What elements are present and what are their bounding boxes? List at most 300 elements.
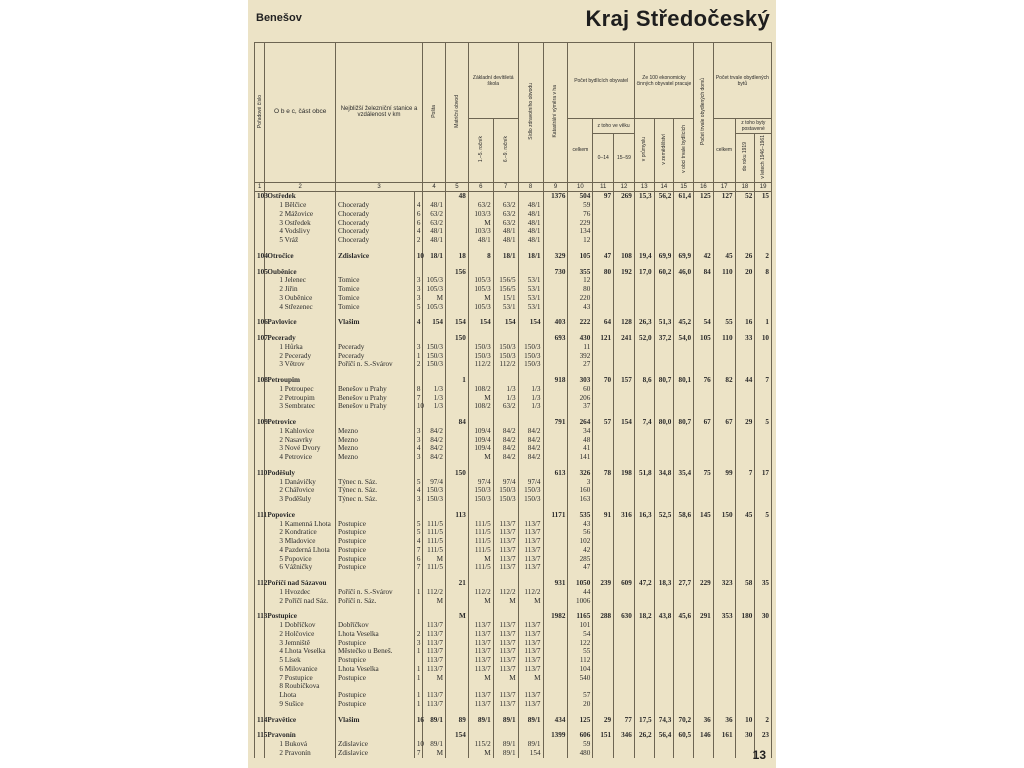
table-cell [755,236,772,245]
table-cell [468,731,493,740]
table-cell [468,572,493,579]
table-cell: 103/3 [468,210,493,219]
table-cell: 89/1 [493,749,518,758]
table-cell: 1171 [543,511,568,520]
table-cell [735,462,755,469]
table-cell: 112/2 [493,360,518,369]
table-cell [414,327,422,334]
table-cell: Zdislavice [335,749,414,758]
table-cell [255,385,265,394]
table-cell [335,369,414,376]
table-cell: 7,4 [634,418,654,427]
table-cell [414,597,422,606]
table-cell [654,453,674,462]
table-cell: 2 [755,716,772,725]
table-cell [713,436,735,445]
table-cell [674,563,694,572]
table-cell [543,360,568,369]
table-cell [255,453,265,462]
table-cell: 108 [255,376,265,385]
table-cell [414,311,422,318]
table-cell: 1 Hůrka [265,343,336,352]
table-cell [468,311,493,318]
table-cell [674,360,694,369]
table-cell: Lhota [265,691,336,700]
table-cell [543,453,568,462]
table-cell [674,674,694,683]
table-cell [735,276,755,285]
table-cell: 2 Poříčí nad Sáz. [265,597,336,606]
table-body [255,192,772,758]
table-cell [445,700,468,709]
table-cell: 77 [614,716,635,725]
table-cell [755,647,772,656]
table-cell [593,537,614,546]
table-cell: 113/7 [518,647,543,656]
header-industry: v průmyslu [634,119,654,183]
table-cell: 4 [414,537,422,546]
table-cell: Chocerady [335,227,414,236]
table-cell: Lhota Veselka [335,630,414,639]
table-cell [468,369,493,376]
table-cell [735,343,755,352]
table-cell [543,352,568,361]
table-cell [543,276,568,285]
table-cell [694,394,714,403]
table-cell [713,210,735,219]
table-cell: 4 Střezenec [265,303,336,312]
table-cell [755,546,772,555]
table-cell [593,462,614,469]
table-cell [335,724,414,731]
table-cell [493,682,518,691]
table-cell: 3 Větrov [265,360,336,369]
table-cell [335,504,414,511]
table-cell: 18 [445,252,468,261]
table-cell: 108/2 [468,402,493,411]
table-cell [445,563,468,572]
table-cell [335,376,414,385]
sub-row [255,402,772,411]
table-cell [694,674,714,683]
table-cell: 12 [568,276,593,285]
header-population: Počet bydlících obyvatel [568,43,634,119]
table-cell [674,700,694,709]
table-cell: 89/1 [423,716,446,725]
table-cell [593,546,614,555]
table-cell [423,192,446,201]
table-cell [694,630,714,639]
table-cell [255,360,265,369]
table-cell: 107 [255,334,265,343]
table-cell: Pecerady [265,334,336,343]
table-cell [265,724,336,731]
table-cell: Mezno [335,436,414,445]
table-cell: 113/7 [423,656,446,665]
table-cell [335,192,414,201]
table-cell [755,210,772,219]
table-cell [468,682,493,691]
table-cell: 48/1 [468,236,493,245]
table-cell: 115 [255,731,265,740]
page-number: 13 [752,748,766,762]
table-cell [634,724,654,731]
table-cell: Dobříčkov [335,621,414,630]
table-cell [414,504,422,511]
table-cell [654,656,674,665]
table-cell [414,192,422,201]
table-cell: 30 [735,731,755,740]
table-cell [694,486,714,495]
table-cell [255,740,265,749]
table-cell: 113/7 [493,630,518,639]
table-cell [255,343,265,352]
table-cell: 2 Mážovice [265,210,336,219]
table-cell [493,504,518,511]
table-cell [493,268,518,277]
table-cell [543,478,568,487]
table-cell [543,555,568,564]
header-economic: Ze 100 ekonomicky činných obyvatel pracuje [634,43,693,119]
table-cell [755,724,772,731]
table-cell: 134 [568,227,593,236]
table-cell: 56,4 [654,731,674,740]
table-cell: 113/7 [468,700,493,709]
table-cell: 84 [445,418,468,427]
sub-row [255,546,772,555]
spacer-row [255,709,772,716]
header-resident-workers: v obci trvale bydlících [674,119,694,183]
table-cell [654,665,674,674]
table-cell [614,453,635,462]
table-cell [634,245,654,252]
table-cell [568,245,593,252]
table-cell [255,478,265,487]
table-cell: 48/1 [493,236,518,245]
table-cell [255,219,265,228]
table-cell: Týnec n. Sáz. [335,486,414,495]
table-cell [674,597,694,606]
table-cell [445,210,468,219]
table-cell [614,261,635,268]
table-cell [755,411,772,418]
table-cell: 1 Jelenec [265,276,336,285]
column-index: 6 [468,182,493,192]
table-cell [518,682,543,691]
table-cell: Poříčí n. S.-Svárov [335,588,414,597]
sub-row [255,537,772,546]
table-cell [543,236,568,245]
table-cell [735,588,755,597]
table-cell [634,749,654,758]
table-cell: Týnec n. Sáz. [335,495,414,504]
table-cell: 113/7 [493,656,518,665]
table-cell [445,261,468,268]
table-cell [335,709,414,716]
table-cell: 150/3 [493,352,518,361]
table-cell: 2 [414,236,422,245]
table-cell [614,311,635,318]
table-cell: 80,7 [674,418,694,427]
table-cell [468,245,493,252]
table-cell [674,343,694,352]
table-cell [543,630,568,639]
table-cell: 3 Jemniště [265,639,336,648]
table-cell [735,303,755,312]
table-cell: 15/1 [493,294,518,303]
table-cell [493,469,518,478]
table-cell: 54 [694,318,714,327]
table-cell [468,334,493,343]
table-cell [735,369,755,376]
table-cell: 37 [568,402,593,411]
table-cell [568,411,593,418]
table-cell: 113 [445,511,468,520]
table-cell [654,227,674,236]
spacer-row [255,327,772,334]
table-cell [445,630,468,639]
table-cell [755,709,772,716]
table-cell [593,327,614,334]
table-cell [493,709,518,716]
table-cell [674,462,694,469]
table-cell [255,276,265,285]
column-index: 1 [255,182,265,192]
table-cell: 91 [593,511,614,520]
table-cell [593,665,614,674]
table-cell [414,656,422,665]
column-index: 17 [713,182,735,192]
table-cell: 18/1 [493,252,518,261]
table-cell [414,709,422,716]
table-cell: 43,8 [654,612,674,621]
table-cell [255,462,265,469]
table-cell [654,201,674,210]
table-cell [593,478,614,487]
table-cell [468,724,493,731]
table-cell [755,343,772,352]
table-cell: 105/3 [423,285,446,294]
table-cell: 150/3 [468,495,493,504]
table-cell [755,303,772,312]
table-cell [694,528,714,537]
table-cell [634,402,654,411]
table-cell [755,674,772,683]
table-cell [445,219,468,228]
table-cell [634,555,654,564]
table-cell [568,724,593,731]
sub-row [255,630,772,639]
table-cell: 48/1 [518,201,543,210]
table-cell [445,572,468,579]
table-cell [543,563,568,572]
table-cell [713,740,735,749]
table-cell [593,294,614,303]
table-cell [634,682,654,691]
table-cell: 4 [414,486,422,495]
table-cell [713,201,735,210]
table-cell [445,682,468,691]
municipality-row [255,731,772,740]
table-cell [713,343,735,352]
table-cell [634,385,654,394]
table-cell: 150/3 [493,495,518,504]
table-cell [654,402,674,411]
table-cell: 15 [755,192,772,201]
table-cell: 113/7 [493,691,518,700]
table-cell [674,639,694,648]
table-cell: 403 [543,318,568,327]
table-cell [445,394,468,403]
table-cell [735,219,755,228]
table-cell: 33 [735,334,755,343]
table-cell [654,709,674,716]
table-cell [755,436,772,445]
table-cell [694,520,714,529]
table-cell: 80 [593,268,614,277]
table-cell [713,621,735,630]
table-cell [518,469,543,478]
table-cell: 3 [414,427,422,436]
table-cell: 103/3 [468,227,493,236]
table-cell: 1399 [543,731,568,740]
table-cell: 3 [414,453,422,462]
table-cell [335,268,414,277]
table-cell: 161 [713,731,735,740]
table-cell: 70 [593,376,614,385]
table-cell [755,327,772,334]
table-cell [445,674,468,683]
table-cell [445,647,468,656]
table-cell [735,674,755,683]
table-cell: Postupice [265,612,336,621]
table-cell: 6 Milovanice [265,665,336,674]
table-cell: 48/1 [423,227,446,236]
table-cell [654,444,674,453]
table-cell: Ouběnice [265,268,336,277]
table-cell [634,572,654,579]
table-cell [654,588,674,597]
table-cell [568,572,593,579]
table-cell [694,210,714,219]
table-cell: 150/3 [423,486,446,495]
table-cell: Poděšuly [265,469,336,478]
table-cell: 156/5 [493,285,518,294]
table-cell: 229 [694,579,714,588]
table-cell [654,572,674,579]
table-cell [614,700,635,709]
table-cell [735,555,755,564]
table-cell: 5 [414,303,422,312]
table-cell: 8 [468,252,493,261]
table-cell [445,665,468,674]
table-cell [694,453,714,462]
table-cell: 20 [735,268,755,277]
table-cell [634,294,654,303]
table-cell [423,709,446,716]
table-cell [445,528,468,537]
table-cell [423,268,446,277]
table-cell [755,588,772,597]
table-cell [755,444,772,453]
table-cell [543,201,568,210]
table-cell [543,427,568,436]
table-cell: 17,5 [634,716,654,725]
table-cell [634,210,654,219]
table-cell [674,647,694,656]
table-cell: 1/3 [493,394,518,403]
table-cell [255,201,265,210]
column-index: 11 [593,182,614,192]
table-cell: 10 [755,334,772,343]
spacer-row [255,411,772,418]
table-cell [414,682,422,691]
table-cell [735,495,755,504]
table-cell: 113/7 [493,546,518,555]
table-cell [694,245,714,252]
table-cell [518,504,543,511]
table-cell [713,495,735,504]
table-cell: 112 [255,579,265,588]
table-cell [543,402,568,411]
table-cell [634,537,654,546]
table-cell [543,394,568,403]
table-cell [735,294,755,303]
table-cell [423,572,446,579]
table-cell [335,731,414,740]
table-cell: 198 [614,469,635,478]
table-cell [445,691,468,700]
table-cell [614,520,635,529]
table-cell: 1 Hvozdec [265,588,336,597]
table-cell: 43 [568,303,593,312]
table-cell [255,352,265,361]
table-cell [713,261,735,268]
table-cell [634,453,654,462]
table-cell [713,700,735,709]
table-cell: 1006 [568,597,593,606]
table-cell [255,546,265,555]
table-cell [335,605,414,612]
table-cell [654,478,674,487]
table-cell: 111/5 [423,520,446,529]
table-cell: M [423,597,446,606]
table-cell [735,261,755,268]
table-cell [735,700,755,709]
table-cell [654,630,674,639]
table-cell [543,261,568,268]
table-cell [445,486,468,495]
table-cell: 323 [713,579,735,588]
table-cell [634,327,654,334]
table-cell [593,411,614,418]
table-cell: 4 Petrovice [265,453,336,462]
table-cell: Postupice [335,537,414,546]
table-cell: M [493,597,518,606]
table-cell [654,411,674,418]
table-cell [674,520,694,529]
table-cell: 48/1 [518,236,543,245]
table-cell [713,352,735,361]
table-cell: 192 [614,268,635,277]
table-cell [634,478,654,487]
table-cell [694,427,714,436]
table-cell: 48/1 [493,227,518,236]
table-cell [694,201,714,210]
municipality-row [255,334,772,343]
table-cell: 113/7 [518,520,543,529]
table-cell: 1 Petroupec [265,385,336,394]
